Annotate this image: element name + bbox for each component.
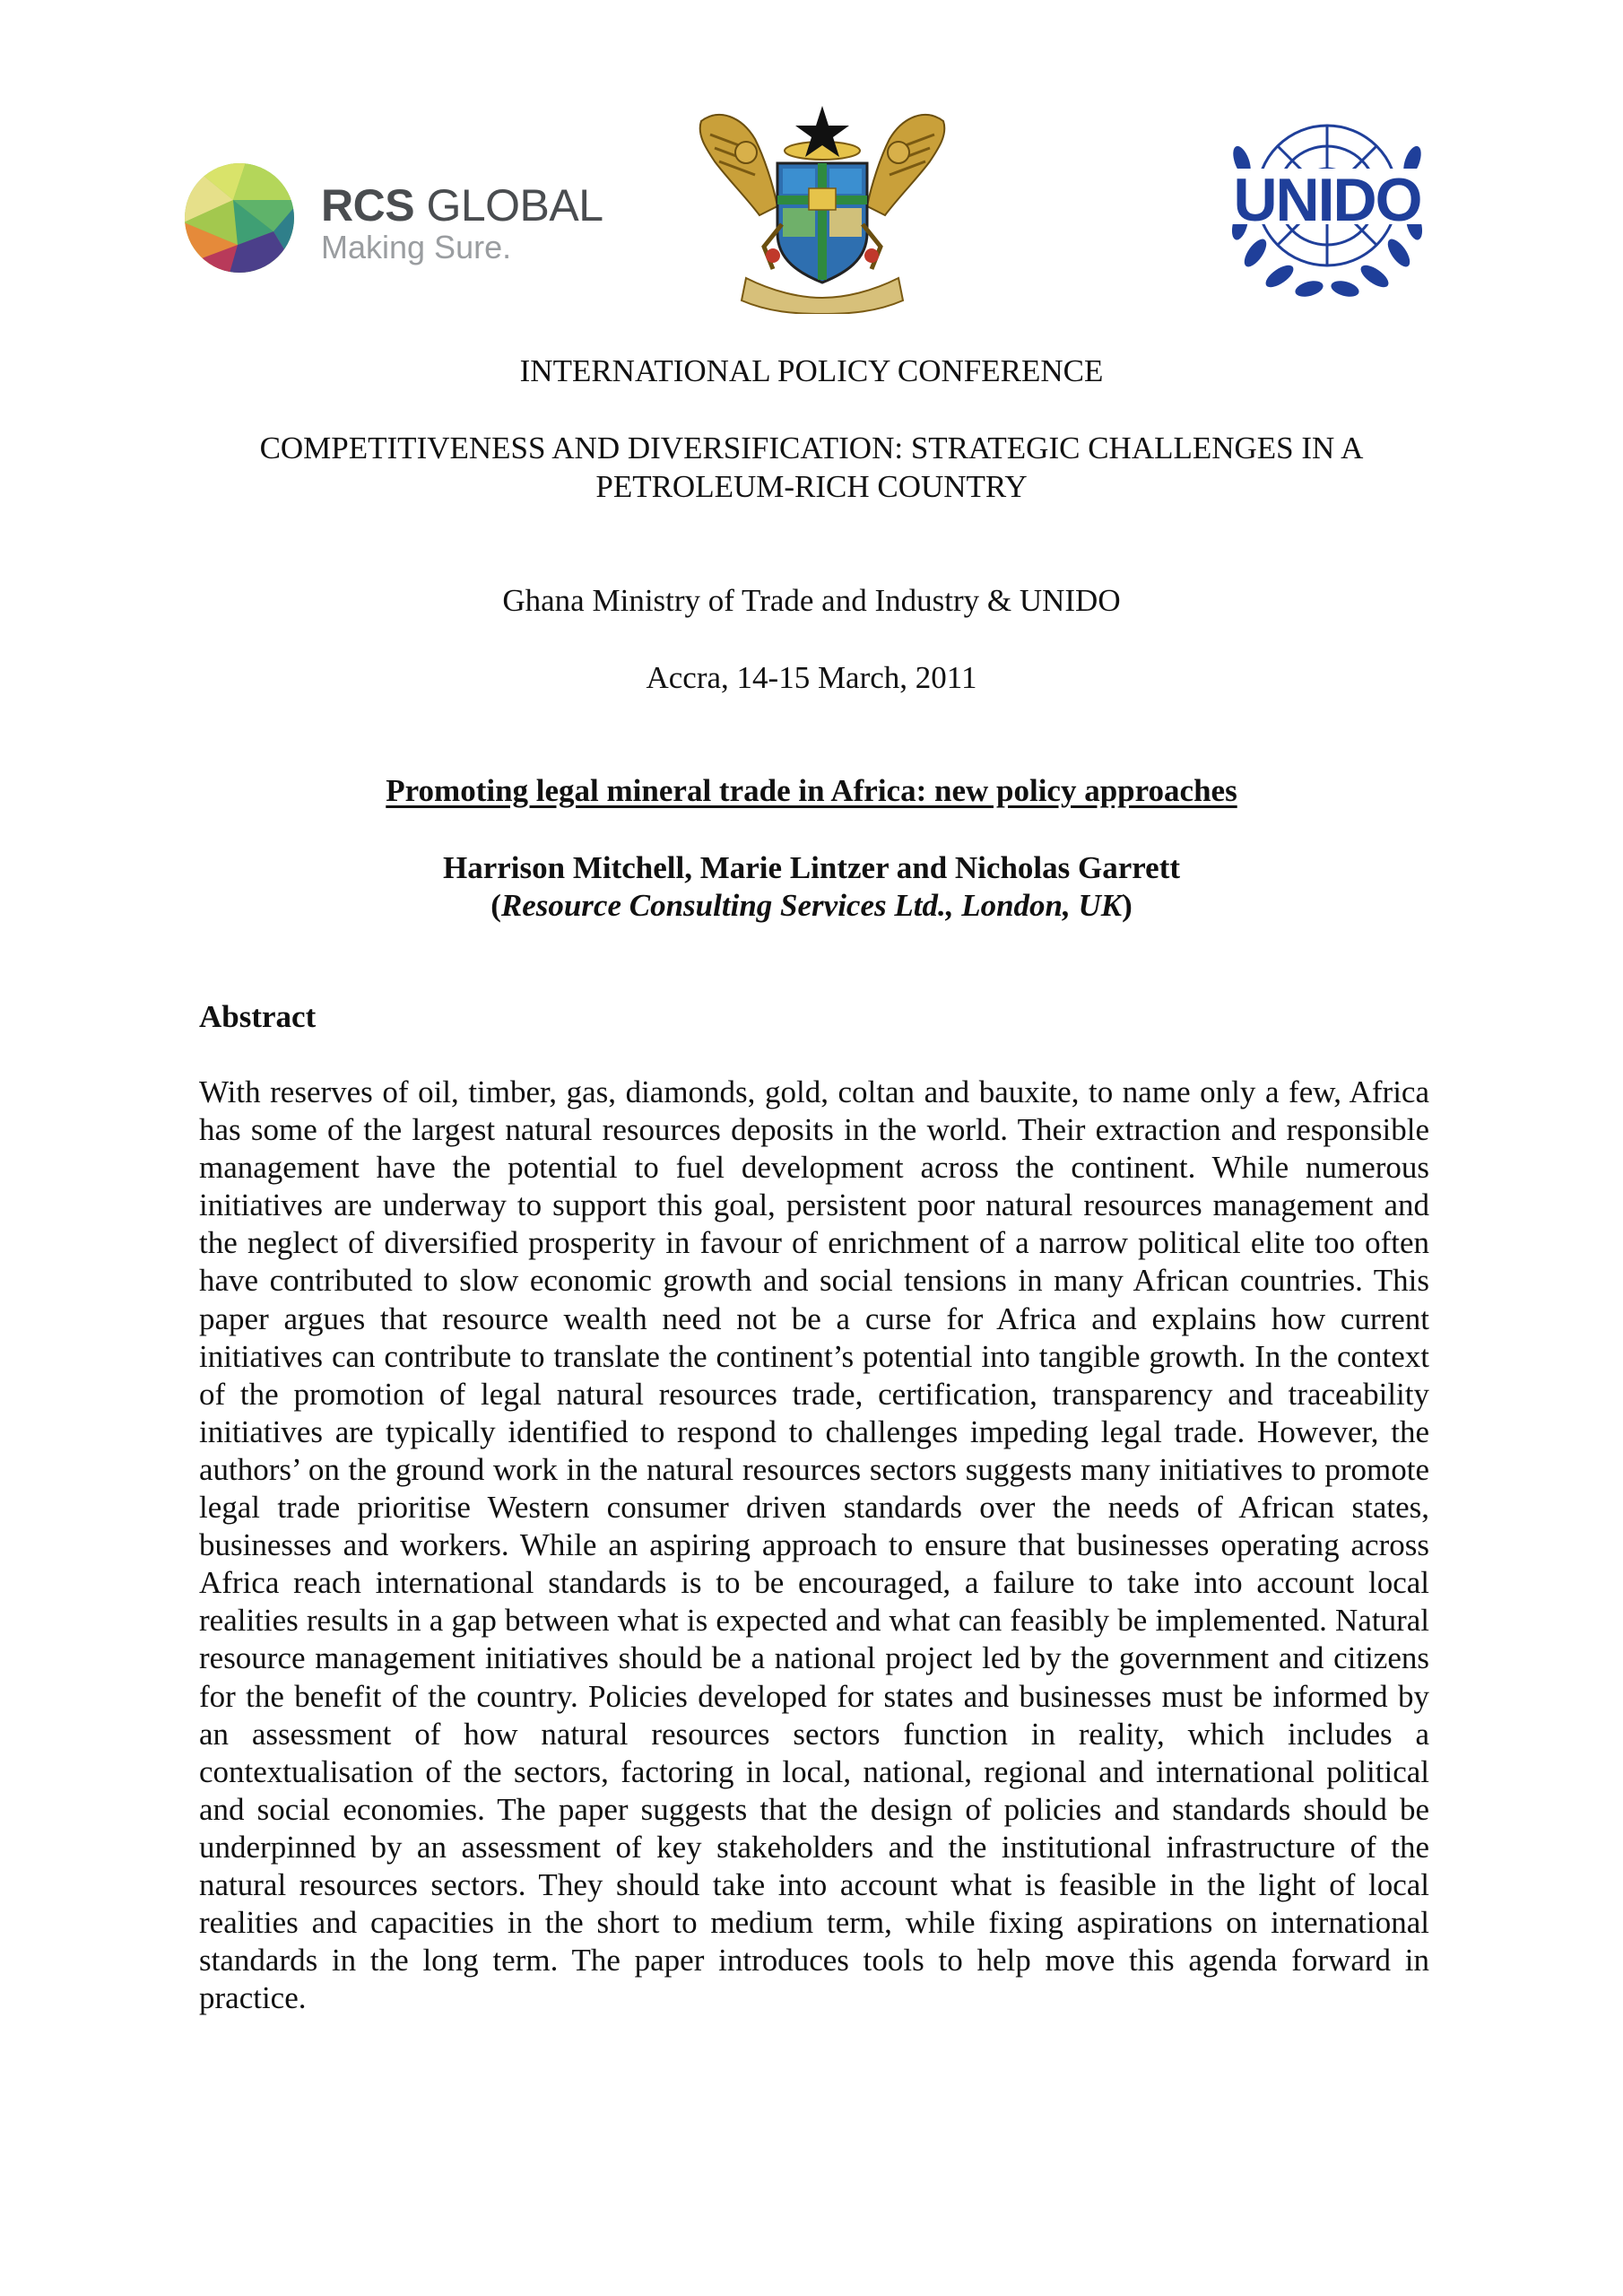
conference-title: INTERNATIONAL POLICY CONFERENCE (519, 353, 1104, 388)
conference-theme-line-1: COMPETITIVENESS AND DIVERSIFICATION: STRATEGIC CHALLENGES IN A (259, 430, 1364, 465)
unido-wordmark: UNIDO (1233, 166, 1421, 234)
rcs-global-logo (184, 160, 603, 276)
rcs-logo-tagline: Making Sure. (321, 229, 512, 265)
abstract-body: With reserves of oil, timber, gas, diamonds, gold, coltan and bauxite, to name only a few, Africa has some of the largest natural resources deposits in the world. Their extraction and responsible management have the potential to fuel development across the continent. While numerous initiatives are underway to support this goal, persistent poor natural resources management and the neglect of diversified prosperity in favour of enrichment of a narrow political elite too often have contributed to slow economic growth and social tensions in many African countries. This paper argues that resource wealth need not be a curse for Africa and explains how current initiatives can contribute to translate the continent’s potential into tangible growth. In the context of the promotion of legal natural resources trade, certification, transparency and traceability initiatives are typically identified to respond to challenges impeding legal trade. However, the authors’ on the ground work in the natural resources sectors suggests many initiatives to promote legal trade prioritise Western consumer driven standards over the needs of African states, businesses and workers. While an aspiring approach to ensure that businesses operating across Africa reach international standards is to be encouraged, a failure to take into account local realities results in a gap between what is expected and what can feasibly be implemented. Natural resource management initiatives should be a national project led by the government and citizens for the benefit of the country. Policies developed for states and businesses must be informed by an assessment of how natural resources sectors function in reality, which includes a contextualisation of the sectors, factoring in local, national, regional and international political and social economies. The paper suggests that the design of policies and standards should be underpinned by an assessment of key stakeholders and the institutional infrastructure of the natural resources sectors. They should take into account what is feasible in the light of local realities and capacities in the short to medium term, while fixing aspirations on international standards in the long term. The paper introduces tools to help move this agenda forward in practice. (199, 1074, 1429, 2016)
paper-authors: Harrison Mitchell, Marie Lintzer and Nicholas Garrett (442, 850, 1181, 885)
conference-theme (0, 429, 1623, 506)
paper-affiliation: (Resource Consulting Services Ltd., London, UK) (490, 888, 1133, 923)
paper-title: Promoting legal mineral trade in Africa: new policy approaches (386, 773, 1237, 808)
rcs-logo-name: RCS GLOBAL (321, 180, 603, 230)
ghana-coat-of-arms-icon (692, 99, 952, 314)
conference-organizers: Ghana Ministry of Trade and Industry & UNIDO (502, 583, 1121, 618)
abstract-heading: Abstract (199, 999, 317, 1034)
affiliation-text: Resource Consulting Services Ltd., London, UK (500, 888, 1123, 923)
unido-logo (1215, 90, 1439, 318)
conference-place-date: Accra, 14-15 March, 2011 (646, 660, 977, 695)
conference-theme-line-2: PETROLEUM-RICH COUNTRY (595, 469, 1028, 504)
rcs-polyhedron-icon (184, 160, 300, 276)
un-emblem-icon (1215, 90, 1439, 318)
ghana-coat-of-arms (692, 99, 952, 314)
